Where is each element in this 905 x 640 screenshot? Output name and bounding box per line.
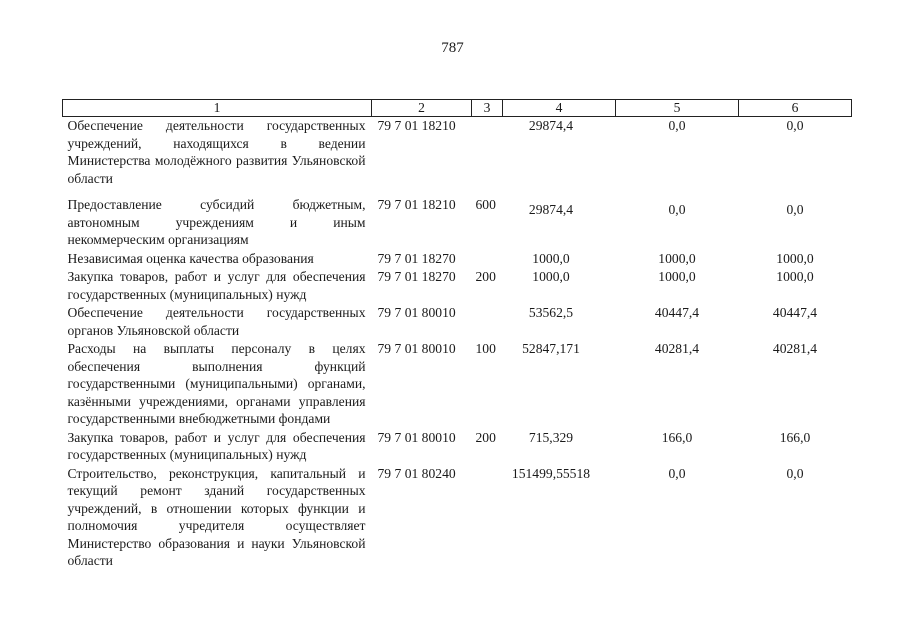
table-row <box>63 429 852 465</box>
row-value-5: 40281,4 <box>654 341 700 356</box>
page-number: 787 <box>441 40 464 56</box>
row-expense-type: 200 <box>475 269 496 284</box>
row-code: 79 7 01 80240 <box>377 465 456 481</box>
row-value-5: 0,0 <box>668 465 686 481</box>
row-value-6: 40447,4 <box>772 305 818 320</box>
row-code: 79 7 01 80010 <box>377 341 456 356</box>
row-expense-type <box>472 304 503 340</box>
row-name: Предоставление субсидий бюджетным, автономным учреждениям и иным некоммерческим организациям <box>67 197 366 247</box>
row-code: 79 7 01 18210 <box>377 118 456 133</box>
column-header-4: 4 <box>503 100 616 117</box>
table-row <box>63 340 852 429</box>
header-row <box>63 100 852 117</box>
row-value-4: 1000,0 <box>532 269 570 284</box>
table-row <box>63 196 852 250</box>
row-value-5: 1000,0 <box>658 250 696 266</box>
row-value-4: 53562,5 <box>528 305 574 320</box>
row-value-6: 0,0 <box>786 465 804 481</box>
row-value-4: 52847,171 <box>522 341 580 356</box>
table-row <box>63 465 852 570</box>
row-expense-type: 200 <box>475 429 496 445</box>
column-header-1: 1 <box>63 100 372 117</box>
row-name: Независимая оценка качества образования <box>67 250 314 266</box>
column-header-6: 6 <box>739 100 852 117</box>
row-code: 79 7 01 18270 <box>377 250 456 266</box>
row-name: Обеспечение деятельности государственных органов Ульяновской области <box>67 305 366 338</box>
row-name: Закупка товаров, работ и услуг для обеспечения государственных (муниципальных) нужд <box>67 269 366 302</box>
row-value-5: 40447,4 <box>654 305 700 320</box>
row-value-4: 715,329 <box>528 429 574 445</box>
row-value-6: 40281,4 <box>772 341 818 356</box>
row-name: Строительство, реконструкция, капитальный и текущий ремонт зданий государственных учреждений, в отношении которых функции и полномочия учредителя осуществляет Министерство образования и науки Ульяновской области <box>67 465 366 568</box>
table-row <box>63 268 852 304</box>
row-value-5: 0,0 <box>668 202 686 217</box>
row-value-5: 1000,0 <box>658 269 696 284</box>
row-value-6: 1000,0 <box>776 250 814 266</box>
row-value-6: 166,0 <box>779 429 811 445</box>
row-expense-type <box>472 250 503 269</box>
row-expense-type: 100 <box>475 341 496 356</box>
row-code: 79 7 01 18270 <box>377 269 456 284</box>
row-value-6: 0,0 <box>786 202 804 217</box>
table-row <box>63 250 852 269</box>
row-code: 79 7 01 80010 <box>377 305 456 320</box>
column-header-3: 3 <box>472 100 503 117</box>
row-value-5: 166,0 <box>661 429 693 445</box>
row-name: Обеспечение деятельности государственных учреждений, находящихся в ведении Министерства молодёжного развития Ульяновской области <box>67 118 366 186</box>
budget-table <box>62 99 852 570</box>
row-name: Расходы на выплаты персоналу в целях обеспечения выполнения функций государственными (муниципальными) органами, казёнными учреждениями, органами управления государственными внебюджетными фондами <box>67 341 366 426</box>
row-expense-type <box>472 465 503 570</box>
row-value-5: 0,0 <box>668 118 686 133</box>
table-row <box>63 117 852 197</box>
column-header-5: 5 <box>616 100 739 117</box>
row-expense-type <box>472 117 503 197</box>
row-value-6: 1000,0 <box>776 269 814 284</box>
row-value-4: 29874,4 <box>528 118 574 133</box>
row-value-6: 0,0 <box>786 118 804 133</box>
row-value-4: 151499,55518 <box>511 465 591 481</box>
table-row <box>63 304 852 340</box>
row-name: Закупка товаров, работ и услуг для обеспечения государственных (муниципальных) нужд <box>67 429 366 462</box>
row-expense-type: 600 <box>475 197 496 212</box>
row-value-4: 1000,0 <box>532 250 570 266</box>
row-code: 79 7 01 80010 <box>377 429 456 445</box>
row-value-4: 29874,4 <box>528 202 574 217</box>
column-header-2: 2 <box>372 100 472 117</box>
row-code: 79 7 01 18210 <box>377 197 456 212</box>
